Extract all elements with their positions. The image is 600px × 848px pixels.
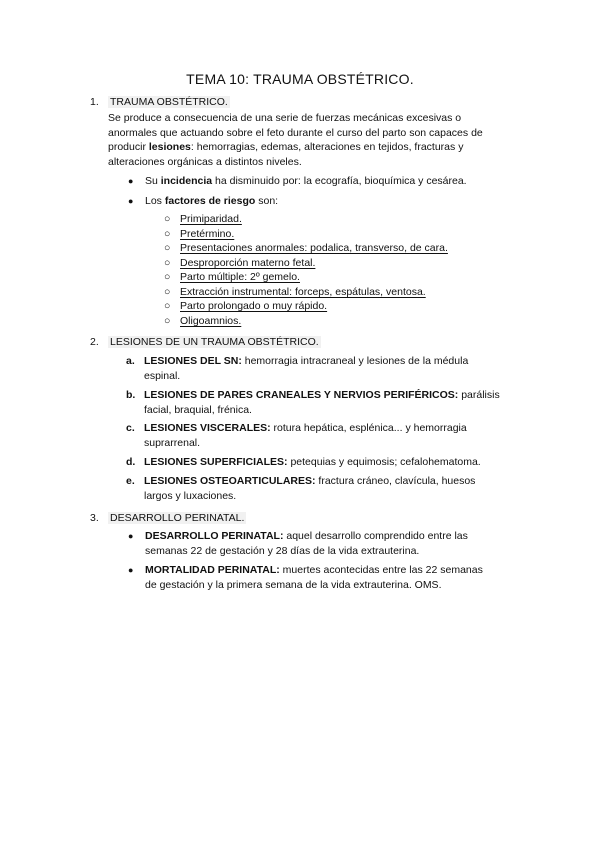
- lesion-type: LESIONES OSTEOARTICULARES:: [144, 475, 316, 487]
- bullet-text: son:: [255, 195, 279, 207]
- circle-bullet-icon: ○: [164, 213, 171, 225]
- perinatal-description: aquel desarrollo comprendido entre las semanas 22 de gestación y 28 días de la vida extrauterina.: [145, 530, 468, 557]
- lesion-letter: c.: [126, 422, 135, 434]
- intro-text-start: Se produce a consecuencia de una serie de fuerzas mecánicas excesivas o anormales que actuando sobre el feto durante el curso del parto son capaces de producir: [108, 112, 483, 154]
- bullet-text: Los: [145, 195, 165, 207]
- lesion-description: rotura hepática, esplénica... y hemorragia suprarrenal.: [144, 422, 467, 449]
- circle-bullet-icon: ○: [164, 271, 171, 283]
- bullet-bold-term: factores de riesgo: [164, 195, 256, 207]
- lesion-description: parálisis facial, braquial, frénica.: [144, 389, 500, 416]
- circle-bullet-icon: ○: [164, 257, 171, 269]
- lesion-type: LESIONES DE PARES CRANEALES Y NERVIOS PERIFÉRICOS:: [144, 389, 459, 401]
- lesion-type: LESIONES DEL SN:: [144, 355, 242, 367]
- lesion-type: LESIONES VISCERALES:: [144, 422, 271, 434]
- section-3-heading: [90, 512, 246, 524]
- lesion-letter: e.: [126, 475, 135, 487]
- section-2-heading: [90, 336, 321, 348]
- risk-factor-label: Oligoamnios.: [180, 315, 242, 327]
- lesion-letter: b.: [126, 389, 136, 401]
- intro-text-end: : hemorragias, edemas, alteraciones en tejidos, fracturas y alteraciones orgánicas a distintos niveles.: [108, 141, 464, 168]
- circle-bullet-icon: ○: [164, 228, 171, 240]
- risk-factor-label: Desproporción materno fetal.: [180, 257, 316, 269]
- lesion-description: fractura cráneo, clavícula, huesos largos y luxaciones.: [144, 475, 476, 502]
- lesion-type: LESIONES SUPERFICIALES:: [144, 456, 288, 468]
- bullet-icon: ●: [128, 531, 134, 541]
- section-3-number: 3.: [90, 512, 99, 524]
- circle-bullet-icon: ○: [164, 300, 171, 312]
- perinatal-term: DESARROLLO PERINATAL:: [145, 530, 284, 542]
- bullet-text: Su: [145, 175, 161, 187]
- circle-bullet-icon: ○: [164, 315, 171, 327]
- perinatal-description: muertes acontecidas entre las 22 semanas de gestación y la primera semana de la vida extrauterina. OMS.: [145, 564, 483, 591]
- risk-factor-label: Pretérmino.: [180, 228, 235, 240]
- section-1-number: 1.: [90, 96, 99, 108]
- risk-factor-label: Parto prolongado o muy rápido.: [180, 300, 328, 312]
- circle-bullet-icon: ○: [164, 242, 171, 254]
- risk-factor-label: Extracción instrumental: forceps, espátulas, ventosa.: [180, 286, 426, 298]
- lesion-letter: a.: [126, 355, 135, 367]
- intro-bold-term: lesiones: [148, 141, 191, 154]
- lesion-description: petequias y equimosis; cefalohematoma.: [287, 456, 481, 468]
- bullet-text: ha disminuido por: la ecografía, bioquímica y cesárea.: [212, 175, 467, 187]
- section-1-intro: [108, 111, 508, 169]
- bullet-bold-term: incidencia: [160, 175, 213, 187]
- section-2-number: 2.: [90, 336, 99, 348]
- risk-factor-label: Primiparidad.: [180, 213, 242, 225]
- risk-factor-label: Parto múltiple: 2º gemelo.: [180, 271, 300, 283]
- circle-bullet-icon: ○: [164, 286, 171, 298]
- section-3-title: DESARROLLO PERINATAL.: [110, 512, 245, 524]
- section-2-title: LESIONES DE UN TRAUMA OBSTÉTRICO.: [110, 336, 319, 348]
- perinatal-term: MORTALIDAD PERINATAL:: [145, 564, 280, 576]
- section-1-heading: [90, 96, 230, 108]
- bullet-icon: ●: [128, 196, 134, 206]
- lesion-letter: d.: [126, 456, 136, 468]
- section-1-title: TRAUMA OBSTÉTRICO.: [110, 96, 228, 108]
- document-title: TEMA 10: TRAUMA OBSTÉTRICO.: [186, 71, 414, 87]
- bullet-icon: ●: [128, 565, 134, 575]
- lesion-description: hemorragia intracraneal y lesiones de la médula espinal.: [144, 355, 469, 382]
- bullet-icon: ●: [128, 176, 134, 186]
- risk-factor-label: Presentaciones anormales: podalica, transverso, de cara.: [180, 242, 448, 254]
